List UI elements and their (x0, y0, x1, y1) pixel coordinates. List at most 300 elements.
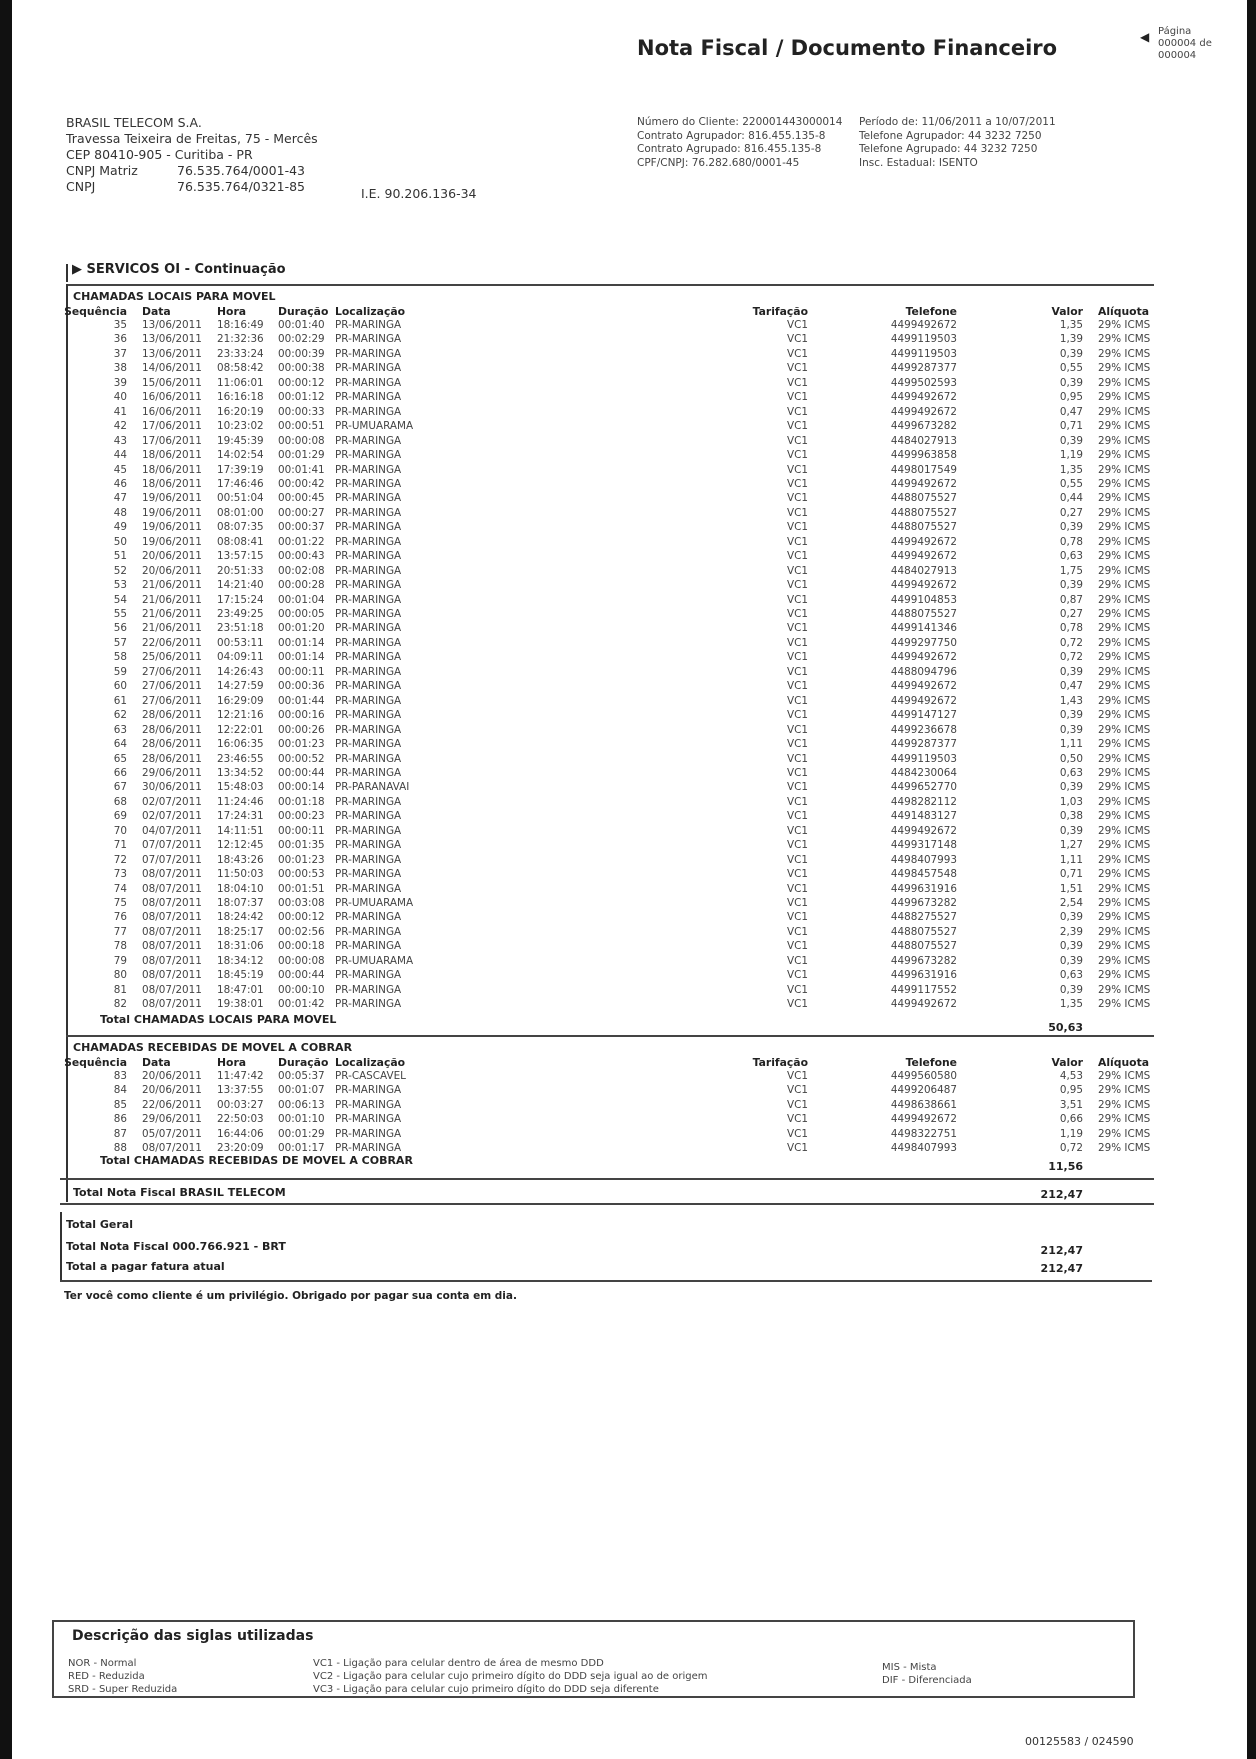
cell-sequencia: 48 (113, 506, 127, 519)
cell-localizacao: PR-MARINGA (335, 839, 402, 852)
cell-tarifacao: VC1 (787, 983, 808, 996)
cell-aliquota: 29% ICMS (1098, 839, 1151, 852)
cell-telefone: 4484027913 (890, 564, 957, 577)
table-row (0, 377, 1256, 391)
table-row (0, 781, 1256, 795)
column-header-sequencia: Sequência (64, 305, 127, 318)
cell-hora: 08:08:41 (217, 535, 264, 548)
cell-data: 13/06/2011 (142, 333, 202, 346)
cell-valor: 1,35 (1059, 998, 1083, 1011)
column-header-localizacao: Localização (335, 305, 406, 318)
cell-hora: 16:16:18 (217, 391, 264, 404)
cell-valor: 0,95 (1059, 1084, 1083, 1097)
cell-localizacao: PR-MARINGA (335, 535, 402, 548)
cell-telefone: 4484230064 (890, 766, 957, 779)
table-header (0, 1056, 1256, 1070)
cell-hora: 16:20:19 (217, 405, 264, 418)
cell-hora: 16:44:06 (217, 1127, 264, 1140)
cell-sequencia: 42 (113, 420, 127, 433)
cell-localizacao: PR-MARINGA (335, 709, 402, 722)
table-row (0, 333, 1256, 347)
column-header-sequencia: Sequência (64, 1056, 127, 1069)
cell-duracao: 00:00:51 (278, 420, 325, 433)
cell-localizacao: PR-MARINGA (335, 868, 402, 881)
table-row (0, 651, 1256, 665)
cell-aliquota: 29% ICMS (1098, 333, 1151, 346)
table-row (0, 565, 1256, 579)
cell-data: 29/06/2011 (142, 1113, 202, 1126)
thank-you-note: Ter você como cliente é um privilégio. Obrigado por pagar sua conta em dia. (64, 1290, 517, 1302)
cell-telefone: 4499673282 (890, 897, 957, 909)
cell-duracao: 00:00:12 (278, 911, 325, 924)
cell-aliquota: 29% ICMS (1098, 492, 1151, 505)
cell-tarifacao: VC1 (787, 1142, 808, 1154)
cell-valor: 0,78 (1059, 622, 1083, 635)
cell-data: 14/06/2011 (142, 362, 202, 375)
column-header-tarifacao: Tarifação (752, 305, 808, 318)
cell-localizacao: PR-MARINGA (335, 1084, 402, 1097)
cell-duracao: 00:03:08 (278, 897, 325, 909)
cell-sequencia: 59 (113, 665, 127, 678)
cell-duracao: 00:00:28 (278, 579, 325, 592)
cell-aliquota: 29% ICMS (1098, 608, 1151, 620)
cell-data: 21/06/2011 (142, 579, 202, 592)
cell-valor: 1,11 (1059, 738, 1083, 751)
cell-tarifacao: VC1 (787, 477, 808, 490)
cell-sequencia: 41 (113, 405, 127, 418)
cell-data: 21/06/2011 (142, 608, 202, 620)
cell-telefone: 4499287377 (890, 362, 957, 375)
cell-duracao: 00:00:39 (278, 347, 325, 360)
cell-duracao: 00:01:22 (278, 535, 325, 548)
cell-duracao: 00:00:16 (278, 709, 325, 722)
cell-sequencia: 35 (113, 319, 127, 331)
cell-valor: 0,55 (1059, 362, 1083, 375)
cell-sequencia: 86 (113, 1113, 127, 1126)
table-row (0, 464, 1256, 478)
cell-hora: 22:50:03 (217, 1113, 264, 1126)
cell-data: 13/06/2011 (142, 347, 202, 360)
table-row (0, 810, 1256, 824)
table-row (0, 897, 1256, 911)
cell-duracao: 00:01:35 (278, 839, 325, 852)
cell-localizacao: PR-CASCAVEL (335, 1070, 406, 1082)
table-row (0, 536, 1256, 550)
cell-aliquota: 29% ICMS (1098, 622, 1151, 635)
total-pagar-label: Total a pagar fatura atual (66, 1260, 225, 1273)
cell-localizacao: PR-UMUARAMA (335, 420, 414, 433)
table-row (0, 738, 1256, 752)
table-row (0, 637, 1256, 651)
column-header-aliquota: Alíquota (1098, 1056, 1150, 1069)
cell-telefone: 4499673282 (890, 954, 957, 967)
cell-hora: 18:43:26 (217, 853, 264, 866)
cell-localizacao: PR-MARINGA (335, 391, 402, 404)
cell-valor: 0,39 (1059, 347, 1083, 360)
table-row (0, 709, 1256, 723)
cell-valor: 0,55 (1059, 477, 1083, 490)
cell-tarifacao: VC1 (787, 998, 808, 1011)
cell-duracao: 00:00:52 (278, 752, 325, 765)
cell-sequencia: 58 (113, 651, 127, 664)
cell-tarifacao: VC1 (787, 795, 808, 808)
column-header-telefone: Telefone (905, 1056, 957, 1069)
cell-valor: 2,39 (1059, 925, 1083, 938)
cell-valor: 0,39 (1059, 940, 1083, 953)
cell-localizacao: PR-MARINGA (335, 405, 402, 418)
total-geral-label: Total Geral (66, 1218, 133, 1231)
cell-tarifacao: VC1 (787, 694, 808, 707)
cell-tarifacao: VC1 (787, 766, 808, 779)
cell-sequencia: 80 (113, 969, 127, 982)
cell-duracao: 00:05:37 (278, 1070, 325, 1082)
cell-sequencia: 73 (113, 868, 127, 881)
cell-tarifacao: VC1 (787, 853, 808, 866)
cell-aliquota: 29% ICMS (1098, 477, 1151, 490)
cell-localizacao: PR-MARINGA (335, 622, 402, 635)
cell-data: 18/06/2011 (142, 449, 202, 462)
column-header-hora: Hora (217, 1056, 247, 1069)
cell-tarifacao: VC1 (787, 868, 808, 881)
cell-valor: 0,39 (1059, 376, 1083, 389)
cell-valor: 0,95 (1059, 391, 1083, 404)
cell-telefone: 4499104853 (890, 593, 957, 606)
cell-telefone: 4498457548 (890, 868, 957, 881)
cell-aliquota: 29% ICMS (1098, 506, 1151, 519)
cell-localizacao: PR-MARINGA (335, 824, 402, 837)
cell-localizacao: PR-MARINGA (335, 998, 402, 1011)
cell-valor: 0,39 (1059, 781, 1083, 794)
cell-hora: 23:51:18 (217, 622, 264, 635)
cell-data: 08/07/2011 (142, 868, 202, 881)
cell-valor: 0,38 (1059, 810, 1083, 823)
table-row (0, 883, 1256, 897)
cell-data: 19/06/2011 (142, 521, 202, 534)
cell-sequencia: 55 (113, 608, 127, 620)
cell-data: 08/07/2011 (142, 911, 202, 924)
cell-sequencia: 75 (113, 897, 127, 909)
cell-tarifacao: VC1 (787, 723, 808, 736)
cell-valor: 3,51 (1059, 1098, 1083, 1111)
cell-duracao: 00:00:08 (278, 434, 325, 447)
cell-telefone: 4499492672 (890, 694, 957, 707)
cell-tarifacao: VC1 (787, 319, 808, 331)
table-row (0, 478, 1256, 492)
cell-telefone: 4488075527 (890, 940, 957, 953)
cell-hora: 18:31:06 (217, 940, 264, 953)
cobrar-total-value: 11,56 (1048, 1160, 1083, 1173)
cell-sequencia: 45 (113, 463, 127, 476)
cell-duracao: 00:00:05 (278, 608, 325, 620)
cell-tarifacao: VC1 (787, 463, 808, 476)
cell-duracao: 00:00:23 (278, 810, 325, 823)
cell-hora: 23:20:09 (217, 1142, 264, 1154)
table-row (0, 969, 1256, 983)
cell-data: 08/07/2011 (142, 998, 202, 1011)
cell-valor: 0,39 (1059, 911, 1083, 924)
cell-data: 28/06/2011 (142, 709, 202, 722)
cell-data: 30/06/2011 (142, 781, 202, 794)
cell-hora: 12:22:01 (217, 723, 264, 736)
siglas-col1: NOR - Normal RED - Reduzida SRD - Super Reduzida (68, 1658, 178, 1695)
cell-sequencia: 53 (113, 579, 127, 592)
cell-aliquota: 29% ICMS (1098, 752, 1151, 765)
client-info-right: Período de: 11/06/2011 a 10/07/2011 Telefone Agrupador: 44 3232 7250 Telefone Agrupado: 44 3232 7250 Insc. Estadual: ISENTO (859, 116, 1056, 169)
cell-aliquota: 29% ICMS (1098, 593, 1151, 606)
table-row (0, 839, 1256, 853)
cell-hora: 13:57:15 (217, 550, 264, 563)
cell-localizacao: PR-MARINGA (335, 911, 402, 924)
cell-duracao: 00:01:41 (278, 463, 325, 476)
cell-localizacao: PR-MARINGA (335, 579, 402, 592)
cell-localizacao: PR-MARINGA (335, 477, 402, 490)
cell-localizacao: PR-MARINGA (335, 882, 402, 895)
column-header-valor: Valor (1051, 305, 1083, 318)
cell-sequencia: 85 (113, 1098, 127, 1111)
cell-hora: 14:21:40 (217, 579, 264, 592)
total-nf-brasil-label: Total Nota Fiscal BRASIL TELECOM (73, 1186, 286, 1199)
table-row (0, 868, 1256, 882)
column-header-valor: Valor (1051, 1056, 1083, 1069)
cell-sequencia: 36 (113, 333, 127, 346)
cell-sequencia: 83 (113, 1070, 127, 1082)
cell-localizacao: PR-MARINGA (335, 636, 402, 649)
company-block: BRASIL TELECOM S.A. Travessa Teixeira de Freitas, 75 - Mercês CEP 80410-905 - Curitiba - PR CNPJ Matriz 76.535.764/0001-43 CNPJ 76.535.764/0321-85 (66, 115, 318, 194)
siglas-col2: VC1 - Ligação para celular dentro de área de mesmo DDD VC2 - Ligação para celular cujo primeiro dígito do DDD seja igual ao de origem VC3 - Ligação para celular cujo primeiro dígito do DDD seja diferente (313, 1658, 708, 1695)
cell-telefone: 4488075527 (890, 925, 957, 938)
cell-data: 20/06/2011 (142, 564, 202, 577)
table-row (0, 998, 1256, 1012)
cell-valor: 1,19 (1059, 449, 1083, 462)
table-row (0, 507, 1256, 521)
locais-total-value: 50,63 (1048, 1021, 1083, 1034)
total-pagar-value: 212,47 (1040, 1262, 1083, 1275)
cell-hora: 23:33:24 (217, 347, 264, 360)
cell-valor: 4,53 (1059, 1070, 1083, 1082)
cell-tarifacao: VC1 (787, 622, 808, 635)
cell-sequencia: 76 (113, 911, 127, 924)
cell-duracao: 00:01:20 (278, 622, 325, 635)
cell-localizacao: PR-MARINGA (335, 723, 402, 736)
cell-data: 16/06/2011 (142, 405, 202, 418)
cell-data: 29/06/2011 (142, 766, 202, 779)
cell-sequencia: 69 (113, 810, 127, 823)
document-title: Nota Fiscal / Documento Financeiro (637, 36, 1058, 60)
cell-duracao: 00:01:40 (278, 319, 325, 331)
cell-duracao: 00:06:13 (278, 1098, 325, 1111)
cell-hora: 18:24:42 (217, 911, 264, 924)
cell-duracao: 00:00:45 (278, 492, 325, 505)
cell-telefone: 4498407993 (890, 1142, 957, 1154)
cell-hora: 16:06:35 (217, 738, 264, 751)
cell-hora: 20:51:33 (217, 564, 264, 577)
cell-localizacao: PR-MARINGA (335, 434, 402, 447)
cell-duracao: 00:01:23 (278, 853, 325, 866)
cell-sequencia: 50 (113, 535, 127, 548)
cell-tarifacao: VC1 (787, 362, 808, 375)
cell-sequencia: 40 (113, 391, 127, 404)
cell-hora: 18:04:10 (217, 882, 264, 895)
cell-tarifacao: VC1 (787, 535, 808, 548)
column-header-duracao: Duração (278, 305, 329, 318)
cell-data: 16/06/2011 (142, 391, 202, 404)
cell-localizacao: PR-MARINGA (335, 376, 402, 389)
table-row (0, 550, 1256, 564)
table-row (0, 319, 1256, 333)
cell-sequencia: 63 (113, 723, 127, 736)
cell-duracao: 00:01:23 (278, 738, 325, 751)
cell-telefone: 4499141346 (890, 622, 957, 635)
cell-sequencia: 38 (113, 362, 127, 375)
siglas-title: Descrição das siglas utilizadas (72, 1628, 314, 1644)
page-indicator: Página 000004 de 000004 (1158, 26, 1212, 61)
table-row (0, 521, 1256, 535)
column-header-hora: Hora (217, 305, 247, 318)
cell-localizacao: PR-MARINGA (335, 752, 402, 765)
cell-localizacao: PR-MARINGA (335, 347, 402, 360)
cell-aliquota: 29% ICMS (1098, 1142, 1151, 1154)
siglas-box (52, 1620, 1135, 1698)
cell-sequencia: 61 (113, 694, 127, 707)
cell-sequencia: 64 (113, 738, 127, 751)
cell-hora: 13:34:52 (217, 766, 264, 779)
cell-sequencia: 82 (113, 998, 127, 1011)
cell-aliquota: 29% ICMS (1098, 665, 1151, 678)
cell-tarifacao: VC1 (787, 550, 808, 563)
cell-tarifacao: VC1 (787, 738, 808, 751)
cell-tarifacao: VC1 (787, 521, 808, 534)
cell-valor: 0,66 (1059, 1113, 1083, 1126)
cell-telefone: 4499492672 (890, 824, 957, 837)
cell-aliquota: 29% ICMS (1098, 766, 1151, 779)
cell-hora: 11:47:42 (217, 1070, 264, 1082)
cell-telefone: 4498407993 (890, 853, 957, 866)
cell-duracao: 00:00:14 (278, 781, 325, 794)
cell-duracao: 00:00:43 (278, 550, 325, 563)
cell-tarifacao: VC1 (787, 709, 808, 722)
cell-hora: 23:46:55 (217, 752, 264, 765)
cell-valor: 1,51 (1059, 882, 1083, 895)
cell-valor: 2,54 (1059, 897, 1083, 909)
cell-localizacao: PR-MARINGA (335, 969, 402, 982)
cell-sequencia: 71 (113, 839, 127, 852)
cell-duracao: 00:00:42 (278, 477, 325, 490)
table-row (0, 1070, 1256, 1084)
cell-duracao: 00:01:17 (278, 1142, 325, 1154)
cell-telefone: 4499119503 (890, 333, 957, 346)
cell-aliquota: 29% ICMS (1098, 405, 1151, 418)
cell-duracao: 00:02:29 (278, 333, 325, 346)
cell-tarifacao: VC1 (787, 405, 808, 418)
cell-duracao: 00:00:08 (278, 954, 325, 967)
cell-aliquota: 29% ICMS (1098, 969, 1151, 982)
cell-telefone: 4499287377 (890, 738, 957, 751)
cell-aliquota: 29% ICMS (1098, 853, 1151, 866)
cell-sequencia: 39 (113, 376, 127, 389)
cell-data: 20/06/2011 (142, 1070, 202, 1082)
cell-localizacao: PR-MARINGA (335, 694, 402, 707)
cell-localizacao: PR-MARINGA (335, 810, 402, 823)
cell-data: 08/07/2011 (142, 969, 202, 982)
cell-duracao: 00:00:44 (278, 969, 325, 982)
inscricao-estadual: I.E. 90.206.136-34 (361, 186, 477, 201)
cell-localizacao: PR-MARINGA (335, 449, 402, 462)
cell-telefone: 4499492672 (890, 319, 957, 331)
section-title: ▶ SERVICOS OI - Continuação (72, 262, 286, 277)
cell-duracao: 00:01:44 (278, 694, 325, 707)
cell-aliquota: 29% ICMS (1098, 449, 1151, 462)
cell-localizacao: PR-UMUARAMA (335, 897, 414, 909)
cell-telefone: 4499502593 (890, 376, 957, 389)
cell-valor: 1,39 (1059, 333, 1083, 346)
cell-aliquota: 29% ICMS (1098, 391, 1151, 404)
cell-sequencia: 43 (113, 434, 127, 447)
cell-aliquota: 29% ICMS (1098, 781, 1151, 794)
cell-aliquota: 29% ICMS (1098, 420, 1151, 433)
cell-aliquota: 29% ICMS (1098, 1084, 1151, 1097)
cell-hora: 00:53:11 (217, 636, 264, 649)
cell-data: 08/07/2011 (142, 940, 202, 953)
cell-valor: 1,35 (1059, 463, 1083, 476)
cell-telefone: 4488094796 (890, 665, 957, 678)
cell-telefone: 4499673282 (890, 420, 957, 433)
total-nf-label: Total Nota Fiscal 000.766.921 - BRT (66, 1240, 286, 1253)
cell-duracao: 00:01:14 (278, 651, 325, 664)
cell-data: 02/07/2011 (142, 795, 202, 808)
table-row (0, 406, 1256, 420)
cell-data: 28/06/2011 (142, 723, 202, 736)
cell-aliquota: 29% ICMS (1098, 550, 1151, 563)
cell-valor: 0,63 (1059, 766, 1083, 779)
siglas-col3: MIS - Mista DIF - Diferenciada (882, 1662, 972, 1686)
cell-localizacao: PR-MARINGA (335, 665, 402, 678)
cell-hora: 23:49:25 (217, 608, 264, 620)
cell-hora: 18:47:01 (217, 983, 264, 996)
cell-tarifacao: VC1 (787, 506, 808, 519)
cell-localizacao: PR-MARINGA (335, 1113, 402, 1126)
cell-sequencia: 68 (113, 795, 127, 808)
cell-sequencia: 74 (113, 882, 127, 895)
page-arrow-icon: ◀ (1140, 30, 1150, 44)
cell-telefone: 4488075527 (890, 506, 957, 519)
cell-duracao: 00:00:26 (278, 723, 325, 736)
column-header-tarifacao: Tarifação (752, 1056, 808, 1069)
cell-sequencia: 78 (113, 940, 127, 953)
cell-telefone: 4498638661 (890, 1098, 957, 1111)
cell-aliquota: 29% ICMS (1098, 911, 1151, 924)
cell-data: 08/07/2011 (142, 954, 202, 967)
cell-aliquota: 29% ICMS (1098, 362, 1151, 375)
cell-localizacao: PR-MARINGA (335, 853, 402, 866)
cell-data: 17/06/2011 (142, 420, 202, 433)
cell-valor: 1,03 (1059, 795, 1083, 808)
cell-aliquota: 29% ICMS (1098, 998, 1151, 1011)
cell-telefone: 4488275527 (890, 911, 957, 924)
cell-sequencia: 62 (113, 709, 127, 722)
cell-duracao: 00:01:07 (278, 1084, 325, 1097)
cell-telefone: 4498322751 (890, 1127, 957, 1140)
table-row (0, 955, 1256, 969)
cell-aliquota: 29% ICMS (1098, 897, 1151, 909)
cell-hora: 08:01:00 (217, 506, 264, 519)
table-row (0, 680, 1256, 694)
cell-sequencia: 57 (113, 636, 127, 649)
cell-aliquota: 29% ICMS (1098, 1098, 1151, 1111)
cell-tarifacao: VC1 (787, 1098, 808, 1111)
cell-data: 08/07/2011 (142, 1142, 202, 1154)
cell-telefone: 4499492672 (890, 405, 957, 418)
cell-data: 28/06/2011 (142, 738, 202, 751)
